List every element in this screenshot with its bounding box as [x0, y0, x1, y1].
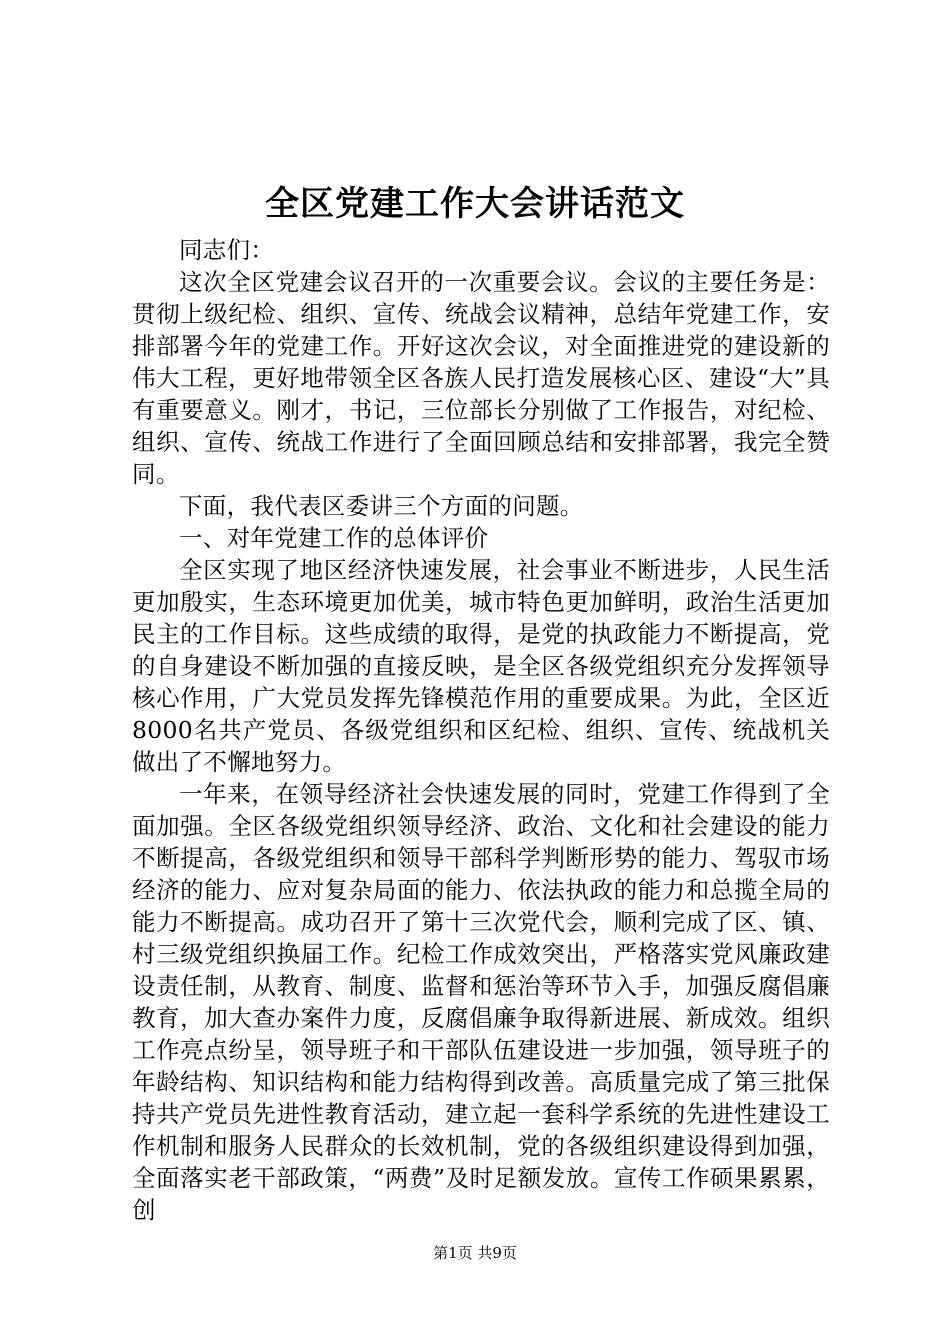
- section-heading-1: 一、对年党建工作的总体评价: [179, 524, 489, 552]
- paragraph-salutation: 同志们：: [179, 236, 275, 264]
- page-number: 第1页 共9页: [433, 1244, 517, 1262]
- paragraph-intro: 这次全区党建会议召开的一次重要会议。会议的主要任务是：贯彻上级纪检、组织、宣传、统战会议精神，总结年党建工作，安排部署今年的党建工作。开好这次会议，对全面推进党的建设新的伟大工程，更好地带领全区各族人民打造发展核心区、建设“大”具有重要意义。刚才，书记，三位部长分别做了工作报告，对纪检、组织、宣传、统战工作进行了全面回顾总结和安排部署，我完全赞同。: [132, 268, 830, 488]
- paragraph-outline: 下面，我代表区委讲三个方面的问题。: [179, 492, 584, 520]
- document-body: [132, 234, 830, 1226]
- paragraph-evaluation: 全区实现了地区经济快速发展，社会事业不断进步，人民生活更加殷实，生态环境更加优美，城市特色更加鲜明，政治生活更加民主的工作目标。这些成绩的取得，是党的执政能力不断提高，党的自身建设不断加强的直接反映，是全区各级党组织充分发挥领导核心作用，广大党员发挥先锋模范作用的重要成果。为此，全区近8000名共产党员、各级党组织和区纪检、组织、宣传、统战机关做出了不懈地努力。: [132, 556, 830, 776]
- paragraph-achievements: 一年来，在领导经济社会快速发展的同时，党建工作得到了全面加强。全区各级党组织领导经济、政治、文化和社会建设的能力不断提高，各级党组织和领导干部科学判断形势的能力、驾驭市场经济的能力、应对复杂局面的能力、依法执政的能力和总揽全局的能力不断提高。成功召开了第十三次党代会，顺利完成了区、镇、村三级党组织换届工作。纪检工作成效突出，严格落实党风廉政建设责任制，从教育、制度、监督和惩治等环节入手，加强反腐倡廉教育，加大查办案件力度，反腐倡廉争取得新进展、新成效。组织工作亮点纷呈，领导班子和干部队伍建设进一步加强，领导班子的年龄结构、知识结构和能力结构得到改善。高质量完成了第三批保持共产党员先进性教育活动，建立起一套科学系统的先进性建设工作机制和服务人民群众的长效机制，党的各级组织建设得到加强，全面落实老干部政策，“两费”及时足额发放。宣传工作硕果累累，创: [132, 780, 830, 1224]
- document-title: 全区党建工作大会讲话范文: [265, 184, 685, 224]
